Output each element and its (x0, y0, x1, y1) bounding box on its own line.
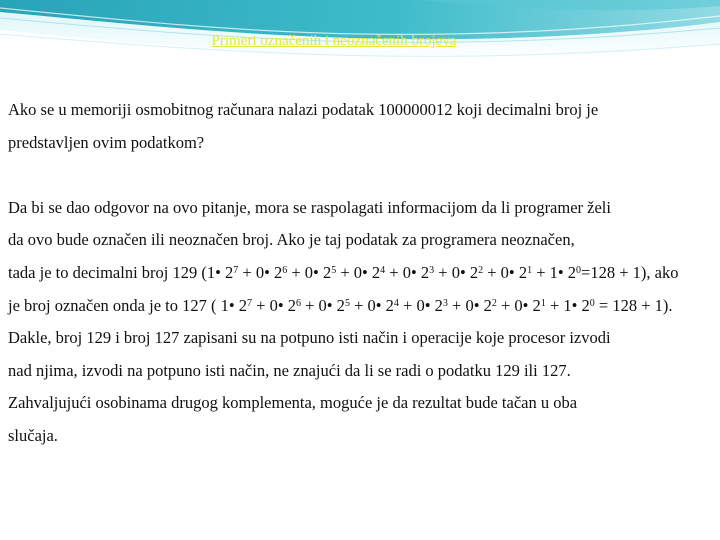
power-term: 0• $2^1$ (514, 295, 546, 315)
answer-line-6: nad njima, izvodi na potpuno isti način, ne znajući da li se radi o podatku 129 ili 127. (8, 360, 571, 380)
power-term: 0• $2^5$ (304, 262, 337, 282)
exponent: 2 (491, 297, 497, 309)
slide-body (8, 94, 714, 453)
answer-line-3-tail: =128 + 1), ako (581, 262, 679, 282)
power-term: 0• $2^3$ (416, 295, 448, 315)
exponent: 0 (576, 264, 582, 276)
exponent: 6 (282, 264, 288, 276)
power-term: 0• $2^1$ (500, 262, 533, 282)
answer-line-8: slučaja. (8, 425, 58, 445)
answer-line-3-lead: tada je to decimalni broj 129 ( (8, 262, 207, 282)
exponent: 5 (344, 297, 350, 309)
answer-line-3 (8, 257, 714, 290)
power-term: 0• $2^2$ (465, 295, 497, 315)
exponent: 1 (540, 297, 546, 309)
power-term: 0• $2^2$ (451, 262, 484, 282)
answer-line-4-lead: je broj označen onda je to 127 ( (8, 295, 221, 315)
exponent: 5 (331, 264, 337, 276)
power-term: 0• $2^5$ (318, 295, 350, 315)
exponent: 0 (589, 297, 595, 309)
answer-line-7: Zahvaljujući osobinama drugog komplementa, moguće je da rezultat bude tačan u oba (8, 393, 578, 413)
power-term: 1• $2^7$ (206, 262, 239, 282)
exponent: 4 (380, 264, 386, 276)
answer-line-5: Dakle, broj 129 i broj 127 zapisani su na potpuno isti način i operacije koje procesor izvodi (8, 328, 611, 348)
exponent: 4 (393, 297, 399, 309)
question-line-2: predstavljen ovim podatkom? (8, 132, 205, 152)
powers-expression-signed: 1• $2^7$ + 0• $2^6$ + 0• $2^5$ + 0• $2^4$ + 0• $2^3$ + 0• $2^2$ + 0• $2^1$ + 1• $2^0$ (220, 295, 595, 315)
paragraph-spacer (8, 159, 714, 192)
power-term: 1• $2^0$ (563, 295, 595, 315)
power-term: 0• $2^6$ (269, 295, 301, 315)
power-term: 1• $2^0$ (549, 262, 582, 282)
power-term: 0• $2^3$ (402, 262, 435, 282)
answer-line-2: da ovo bude označen ili neoznačen broj. Ako je taj podatak za programera neoznačen, (8, 230, 575, 250)
question-line-1: Ako se u memoriji osmobitnog računara nalazi podatak 100000012 koji decimalni broj je (8, 100, 599, 119)
powers-expression-unsigned: 1• $2^7$ + 0• $2^6$ + 0• $2^5$ + 0• $2^4$ + 0• $2^3$ + 0• $2^2$ + 0• $2^1$ + 1• $2^0$ (206, 262, 582, 282)
power-term: 1• $2^7$ (220, 295, 252, 315)
exponent: 2 (478, 264, 484, 276)
exponent: 7 (233, 264, 239, 276)
answer-line-1: Da bi se dao odgovor na ovo pitanje, mora se raspolagati informacijom da li programer želi (8, 197, 611, 217)
answer-line-4-tail: = 128 + 1). (594, 295, 673, 315)
exponent: 3 (429, 264, 435, 276)
slide-title: Primeri označenih i neoznačenih brojeva (211, 33, 457, 49)
exponent: 1 (527, 264, 533, 276)
power-term: 0• $2^4$ (367, 295, 399, 315)
answer-line-4 (8, 290, 714, 323)
exponent: 3 (442, 297, 448, 309)
exponent: 7 (247, 297, 252, 309)
power-term: 0• $2^4$ (353, 262, 386, 282)
power-term: 0• $2^6$ (255, 262, 288, 282)
exponent: 6 (295, 297, 301, 309)
